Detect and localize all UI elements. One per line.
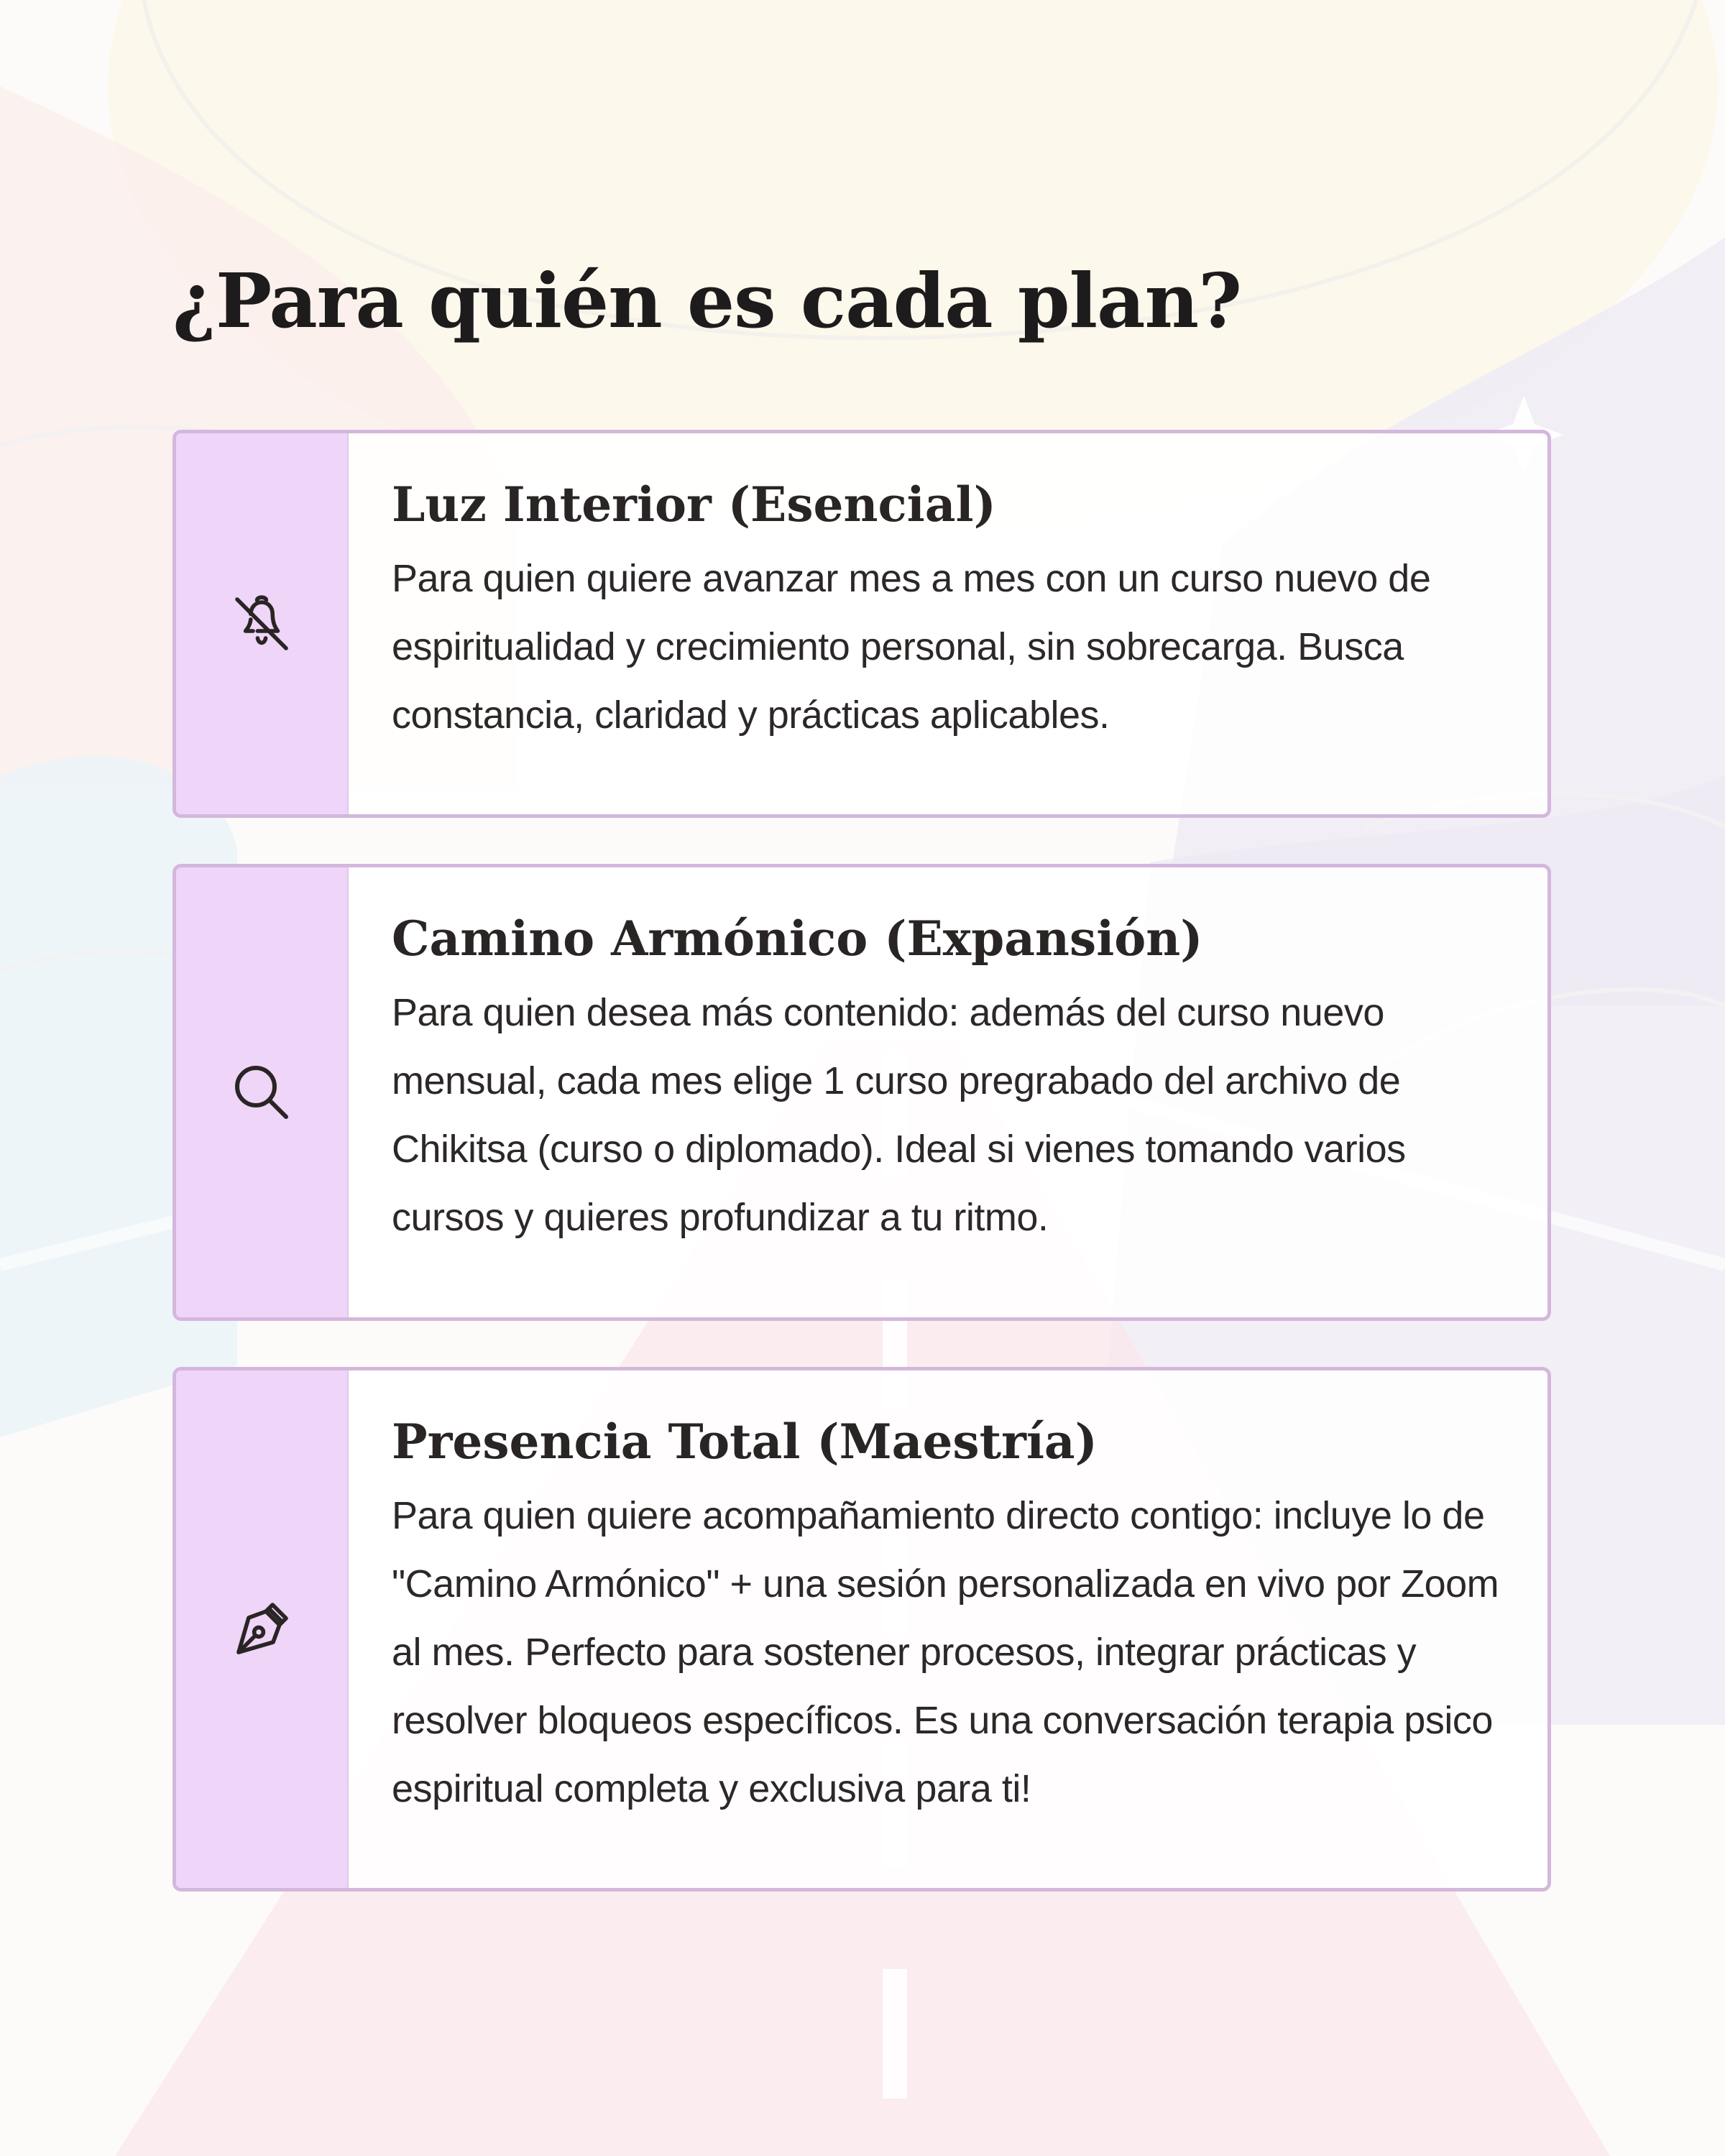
plan-title: Luz Interior (Esencial) bbox=[392, 476, 996, 533]
pen-nib-icon bbox=[227, 1595, 296, 1664]
plan-card-presencia-total bbox=[172, 1367, 1551, 1892]
plan-icon-column bbox=[176, 1370, 349, 1888]
bell-off-icon bbox=[227, 589, 296, 658]
plan-title: Presencia Total (Maestría) bbox=[392, 1414, 1098, 1470]
plan-card-body bbox=[349, 867, 1547, 1317]
plan-description: Para quien quiere avanzar mes a mes con un curso nuevo de espiritualidad y crecimiento personal, sin sobrecarga. Busca constancia, claridad y prácticas aplicables. bbox=[392, 556, 1431, 737]
plan-icon-column bbox=[176, 867, 349, 1317]
plan-card-body bbox=[349, 1370, 1547, 1888]
search-icon bbox=[227, 1058, 296, 1127]
plan-description: Para quien desea más contenido: además del curso nuevo mensual, cada mes elige 1 curso pregrabado del archivo de Chikitsa (curso o diplomado). Ideal si vienes tomando varios cursos y quieres profundizar a tu ritmo. bbox=[392, 990, 1406, 1239]
plan-description: Para quien quiere acompañamiento directo contigo: incluye lo de "Camino Armónico" + una sesión personalizada en vivo por Zoom al mes. Perfecto para sostener procesos, integrar prácticas y resolver bloqueos específicos. Es una conversación terapia psico espiritual completa y exclusiva para ti! bbox=[392, 1493, 1499, 1810]
plan-icon-column bbox=[176, 433, 349, 814]
page-title: ¿Para quién es cada plan? bbox=[172, 257, 1242, 345]
plan-card-body bbox=[349, 433, 1547, 814]
plan-title: Camino Armónico (Expansión) bbox=[392, 911, 1203, 967]
plan-card-camino-armonico bbox=[172, 864, 1551, 1321]
plan-card-luz-interior bbox=[172, 430, 1551, 818]
